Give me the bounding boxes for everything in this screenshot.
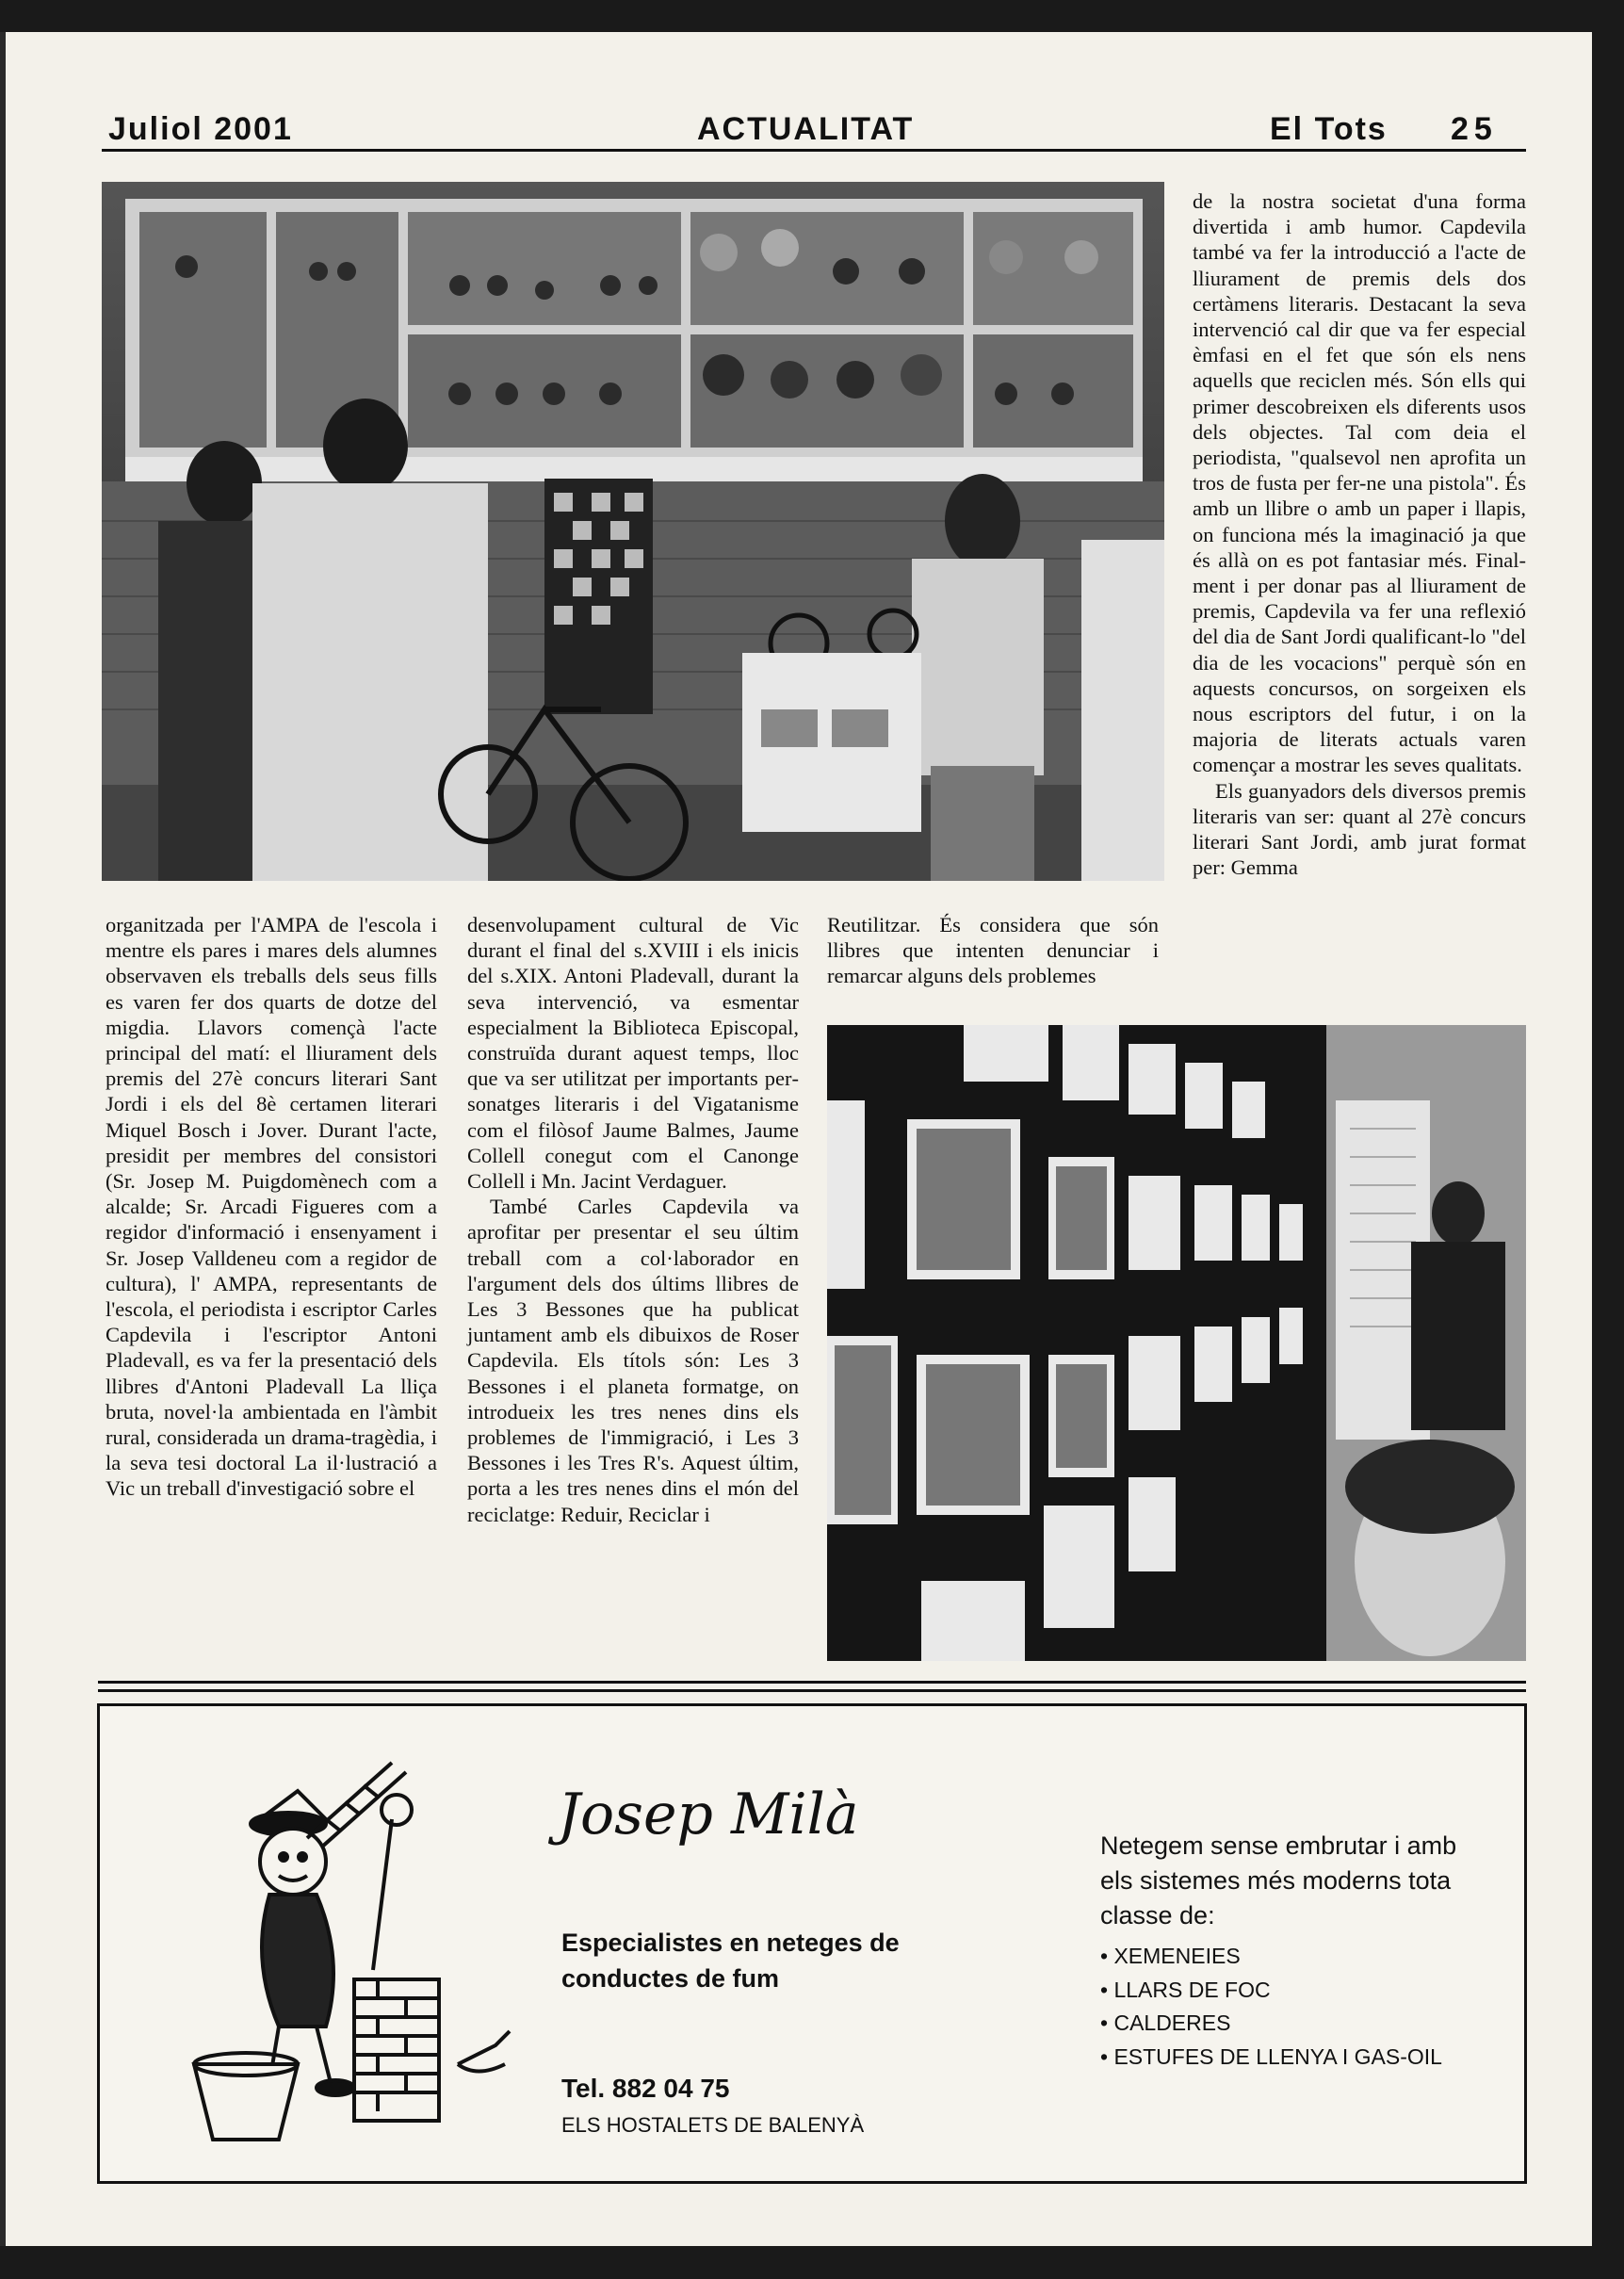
page-spine	[0, 32, 6, 2246]
article-column-4	[1193, 188, 1526, 880]
article-paragraph: Reutilitzar. És considera que són llibres que intenten denunciar i remarcar alguns dels problemes	[827, 913, 1159, 988]
article-column-3	[827, 912, 1526, 989]
ad-separator-top	[98, 1681, 1526, 1684]
issue-date: Juliol 2001	[108, 111, 293, 147]
header-rule	[102, 149, 1526, 152]
article-column-2	[467, 912, 799, 1527]
article-paragraph: desenvolupament cultural de Vic durant el final del s.XVIII i els inicis del s.XIX. Antoni Pladevall, durant la seva intervenció, va esmentar especialment la Biblioteca Episcopal, construïda durant aquest temps, lloc que va ser utilitzat per importants personatges literaris i del Vigatanisme com el filòsof Jaume Balmes, Jaume Collell conegut com el Canonge Collell i Mn. Jacint Verdaguer.	[467, 913, 799, 1194]
publication-name: El Tots	[1270, 111, 1388, 147]
advertiser-address: ELS HOSTALETS DE BALENYÀ	[561, 2113, 865, 2137]
exhibition-photo	[102, 182, 1164, 881]
service-item: • ESTUFES DE LLENYA I GAS-OIL	[1100, 2041, 1442, 2075]
services-intro: Netegem sense embrutar i amb els sistemes més moderns tota classe de:	[1100, 1831, 1457, 1929]
advertiser-phone: Tel. 882 04 75	[561, 2074, 730, 2103]
services-list	[1100, 1940, 1442, 2074]
service-item: • CALDERES	[1100, 2007, 1442, 2041]
chimney-sweep-illustration	[175, 1753, 524, 2149]
article-paragraph: de la nostra societat d'una forma divertida i amb humor. Capdevila també va fer la introducció a l'acte de lliurament de premis dels dos certàmens literaris. Destacant la seva intervenció cal dir que va fer especial èmfasi en el fet que són els nens aquells que reciclen més. Són ells qui primer descobreixen els diferents usos dels objectes. Tal com deia el periodista, "qualsevol nen aprofita un tros de fusta per fer-ne una pistola". És amb un llibre o amb un paper i llapis, on funciona més la imaginació ja que és allà on es pot fantasiar més. Finalment i per donar pas al lliurament de premis, Capdevila va fer una reflexió del dia de Sant Jordi qualificant-lo "del dia de les vocacions" perquè són en aquests concursos, on sorgeixen els nous escriptors del futur, i on la majoria de literats actuals varen començar a mostrar les seves qualitats.	[1193, 189, 1526, 777]
section-title: ACTUALITAT	[697, 111, 915, 147]
article-paragraph: També Carles Capdevila va aprofitar per presentar el seu últim treball com a col·laborador en l'argument dels dos últims llibres de Les 3 Bessones que ha publicat juntament amb els dibuixos de Roser Capdevila. Els títols són: Les 3 Bessones i el planeta formatge, on introdueix les tres nenes dins els problemes de l'immigració, i Les 3 Bessones i les Tres R's. Aquest últim, porta a les tres nenes dins el món del reciclatge: Reduir, Reciclar i	[467, 1195, 799, 1526]
article-paragraph: organitzada per l'AMPA de l'escola i mentre els pares i mares dels alumnes observaven els treballs dels seus fills es varen fer dos quarts de dotze del migdia. Llavors començà l'acte principal del matí: el lliurament dels premis del 27è concurs literari Sant Jordi i els del 8è certamen literari Miquel Bosch i Jover. Durant l'acte, presidit per membres del consistori (Sr. Josep M. Puigdomènech com a alcalde; Sr. Arcadi Figueres com a regidor d'informació i ensenyament i Sr. Josep Valldeneu com a regidor de cultura), l' AMPA, representants de l'escola, el periodista i escriptor Carles Capdevila i l'escriptor Antoni Pladevall, es va fer la presentació dels llibres d'Antoni Pladevall La lliça bruta, novel·la ambientada en l'àmbit rural, considerada un drama-tragèdia, i la seva tesi doctoral La il·lustració a Vic un treball d'investigació sobre el	[106, 913, 437, 1501]
advertiser-name: Josep Milà	[558, 1782, 859, 1848]
ad-separator-bottom	[98, 1689, 1526, 1692]
service-item: • LLARS DE FOC	[1100, 1974, 1442, 2008]
page-number: 25	[1451, 111, 1498, 147]
advertiser-tagline: Especialistes en neteges de conductes de fum	[561, 1929, 900, 1993]
service-item: • XEMENEIES	[1100, 1940, 1442, 1974]
article-paragraph: Els guanyadors dels diversos premis literaris van ser: quant al 27è concurs literari Sant Jordi, amb jurat format per: Gemma	[1193, 778, 1526, 880]
advertisement	[97, 1703, 1527, 2184]
wall-photo	[827, 1025, 1526, 1661]
article-column-1	[106, 912, 437, 1502]
